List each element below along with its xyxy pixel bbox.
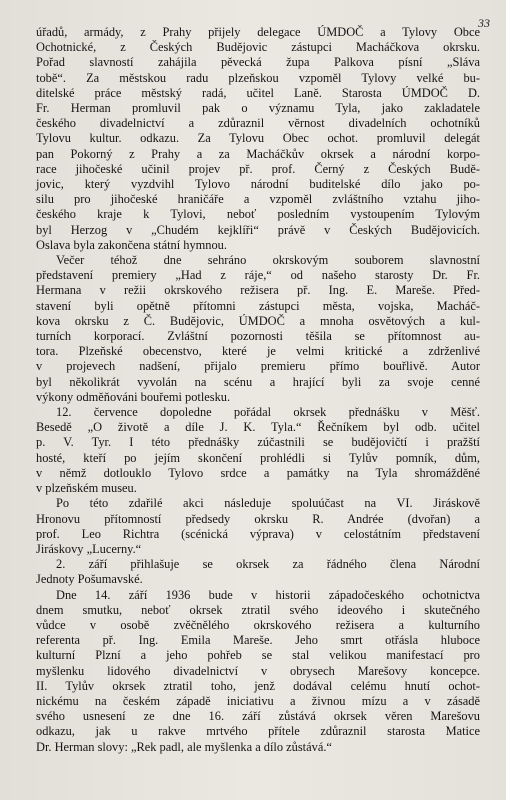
- text-line: kulturní Plzní a jeho pohřeb se stal velikou manifestací pro: [36, 648, 480, 663]
- text-line: českého divadelnictví a zdůraznil věrnost divadelních ochotníků: [36, 116, 480, 131]
- text-line: tora. Plzeňské obecenstvo, které je velmi kritické a zdrženlivé: [36, 344, 480, 359]
- text-line: Večer téhož dne sehráno okrskovým souborem slavnostní: [56, 253, 480, 268]
- text-line: představení premiery „Had z ráje,“ od našeho starosty Dr. Fr.: [36, 268, 480, 283]
- text-line: Hermana v režii okrskového režisera př. Ing. E. Mareše. Před-: [36, 283, 480, 298]
- text-line: Tylovu kultur. odkazu. Za Tylovu Obec ochot. promluvil delegát: [36, 131, 480, 146]
- text-line: tobě“. Za městskou radu plzeňskou vzpoměl Tylovy velké bu-: [36, 70, 480, 85]
- text-line: Besedě „O životě a díle J. K. Tyla.“ Řečníkem byl odb. učitel: [36, 420, 480, 435]
- text-line: hosté, kteří po jejím skončení prohlédli si Tylův pomník, dům,: [36, 450, 480, 465]
- text-line: ditelské práce městský radá, učitel Laně. Starosta ÚMDOČ D.: [36, 85, 480, 100]
- text-line: 2. září přihlašuje se okrsek za řádného člena Národní: [56, 557, 480, 572]
- text-line: p. V. Tyr. I této přednášky zúčastnili se budějovičtí i pražští: [36, 435, 480, 450]
- text-line: dnem smutku, neboť okrsek ztratil svého ideového i skutečného: [36, 602, 480, 617]
- text-line: byl Herzog v „Chudém kejklíři“ právě v Českých Budějovicích.: [36, 222, 480, 237]
- body-text: [36, 25, 480, 755]
- text-line: pan Pokorný z Prahy a za Macháčkův okrsek a národní korpo-: [36, 146, 480, 161]
- text-line: prof. Leo Richtra (scénická výprava) v celostátním představení: [36, 526, 480, 541]
- text-line: nickému na českém západě iniciativu a živnou mízu a v zásadě: [36, 693, 480, 708]
- paragraph: [36, 405, 480, 496]
- text-line: jovic, který vyzdvihl Tylovo národní buditelské dílo jako po-: [36, 177, 480, 192]
- text-line: turních korporací. Zvláštní pozornosti těšila se přítomnost au-: [36, 329, 480, 344]
- paragraph: [36, 557, 480, 587]
- text-line: silu pro jihočeské hraničáře a vzpoměl zvláštního vztahu jiho-: [36, 192, 480, 207]
- text-line: race jihočeské učinil projev př. prof. Černý z Českých Budě-: [36, 161, 480, 176]
- paragraph: [36, 25, 480, 253]
- text-line: byl několikrát vyvolán na scénu a hrající byli za svoje cenné: [36, 374, 480, 389]
- text-line: Oslava byla zakončena státní hymnou.: [36, 237, 227, 252]
- paragraph: [36, 253, 480, 405]
- paragraph: [36, 496, 480, 557]
- text-line: v plzeňském museu.: [36, 481, 137, 496]
- text-line: Ochotnické, z Českých Budějovic zástupci Macháčkova okrsku.: [36, 40, 480, 55]
- text-line: kova okrsku z Č. Budějovic, ÚMDOČ a mnoha osvětových a kul-: [36, 313, 480, 328]
- text-line: referenta př. Ing. Emila Mareše. Jeho smrt otřásla hluboce: [36, 633, 480, 648]
- text-line: Dne 14. září 1936 bude v historii západočeského ochotnictva: [56, 587, 480, 602]
- text-line: svého usnesení ze dne 16. září zůstává okrsek věren Marešovu: [36, 709, 480, 724]
- text-line: II. Tylův okrsek ztratil toho, jenž dodával celému hnutí ochot-: [36, 678, 480, 693]
- text-line: Dr. Herman slovy: „Rek padl, ale myšlenka a dílo zůstává.“: [36, 739, 332, 754]
- text-line: Hronovu přítomností předsedy okrsku R. Andrée (dvořan) a: [36, 511, 480, 526]
- text-line: úřadů, armády, z Prahy přijely delegace ÚMDOČ a Tylovy Obce: [36, 25, 480, 39]
- text-line: Pořad slavností zahájila pěvecká župa Palkova písní „Sláva: [36, 55, 480, 70]
- paragraph: [36, 588, 480, 755]
- text-line: Po této zdařilé akci následuje spoluúčast na VI. Jiráskově: [56, 496, 480, 511]
- text-line: českého kraje k Tylovi, neboť posledním vystoupením Tylovým: [36, 207, 480, 222]
- text-line: Fr. Herman promluvil pak o významu Tyla, jako zakladatele: [36, 101, 480, 116]
- text-line: myšlenku lidového divadelnictví v obrysech Marešovy koncepce.: [36, 663, 480, 678]
- page-number: 33: [478, 16, 490, 30]
- text-line: v němž dotlouklo Tylovo srdce a památky na Tyla shromážděné: [36, 465, 480, 480]
- text-line: výkony odměňováni bouřemi potlesku.: [36, 389, 231, 404]
- text-line: v projevech nadšení, přijalo premieru přímo bouřlivě. Autor: [36, 359, 480, 374]
- text-line: 12. července dopoledne pořádal okrsek přednášku v Měšť.: [56, 405, 480, 420]
- text-line: stavení byli opětně přítomni zástupci města, vojska, Macháč-: [36, 298, 480, 313]
- text-line: Jednoty Pošumavské.: [36, 572, 143, 587]
- paragraph-container: [36, 25, 480, 755]
- text-line: Jiráskovy „Lucerny.“: [36, 541, 142, 556]
- text-line: odkazu, jak u rakve mrtvého přítele zdůraznil starosta Matice: [36, 724, 480, 739]
- text-line: vůdce v osobě zvěčnělého okrskového režisera a kulturního: [36, 617, 480, 632]
